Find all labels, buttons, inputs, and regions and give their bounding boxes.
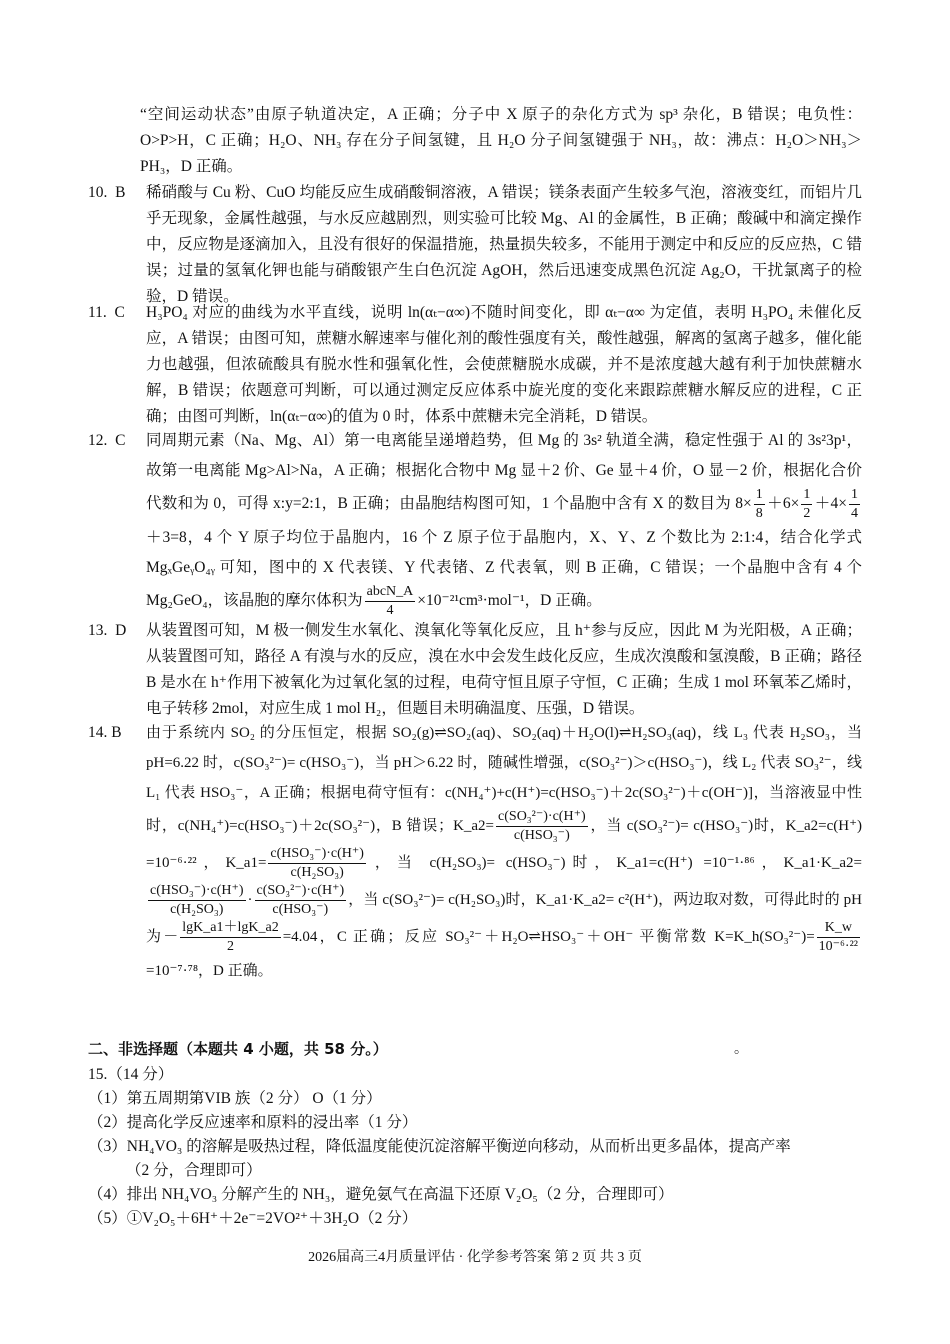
answer-q12 [88, 426, 862, 620]
stray-dot: 。 [734, 1042, 748, 1057]
q13-explanation: 从装置图可知，M 极一侧发生水氧化、溴氧化等氧化反应，且 h⁺参与反应，因此 M 为光阳极，A 正确；从装置图可知，路径 A 有溴与水的反应，溴在水中会发生歧化反应，生成次溴酸和氢溴酸，B 正确；路径 B 是水在 h⁺作用下被氧化为过氧化氢的过程，电荷守恒且原子守恒，C 正确；生成 1 mol 环氧苯乙烯时，电子转移 2mol，对应生成 1 mol H₂，但题目未明确温度、压强，D 错误。 [146, 622, 862, 717]
section-2-heading: 二、非选择题（本题共 4 小题，共 58 分。） [88, 1040, 388, 1058]
q12-text-a: 同周期元素（Na、Mg、Al）第一电离能呈递增趋势，但 Mg 的 3s² 轨道全满，稳定性强于 Al 的 3s²3p¹，故第一电离能 Mg>Al>Na，A 正确；根据化合物中 Mg 显＋2 价、Ge 显＋4 价，O 显－2 价，根据化合价代数和为 0，可得 x:y=2:1，B 正确；由晶胞结构图可知，1 个晶胞中含有 X 的数目为 8× [146, 432, 862, 513]
answer-q10 [88, 180, 862, 310]
q15-part-3-note: （2 分，合理即可） [126, 1162, 262, 1179]
answer-q11 [88, 300, 862, 430]
fraction-1-4: $\frac{1}{4}$ [851, 487, 858, 521]
q11-explanation: H₃PO₄ 对应的曲线为水平直线，说明 ln(αₜ−α∞)不随时间变化，即 αₜ−α∞ 为定值，表明 H₃PO₄ 未催化反应，A 错误；由图可知，蔗糖水解速率与催化剂的酸性强度有关，酸性越强，解离的氢离子越多，催化能力也越强，但浓硫酸具有脱水性和强氧化性，会使蔗糖脱水成碳，并不是浓度越大越有利于加快蔗糖水解，B 错误；依题意可判断，可以通过测定反应体系中旋光度的变化来跟踪蔗糖水解反应的进程，C 正确；由图可判断，ln(αₜ−α∞)的值为 0 时，体系中蔗糖未完全消耗，D 错误。 [146, 304, 862, 425]
q15-heading: 15.（14 分） [88, 1066, 174, 1083]
fraction-ka2-product: $\frac{\text{c(SO₃²⁻)·c(H⁺)}}{\text{c(HSO₃⁻)}}$ [256, 883, 345, 917]
q15-part-5: （5）①V₂O₅＋6H⁺＋2e⁻=2VO²⁺＋3H₂O（2 分） [88, 1210, 418, 1227]
q11-number: 11. C [88, 304, 125, 321]
q15-part-2: （2）提高化学反应速率和原料的浸出率（1 分） [88, 1114, 418, 1131]
q9-continuation: “空间运动状态”由原子轨道决定，A 正确；分子中 X 原子的杂化方式为 sp³ 杂化，B 错误；电负性：O>P>H，C 正确；H₂O、NH₃ 存在分子间氢键，且 H₂O 分子间氢键强于 NH₃，故：沸点：H₂O＞NH₃＞PH₃，D 正确。 [140, 106, 862, 175]
q12-text-c: ＋4× [814, 495, 847, 513]
q15-part-4: （4）排出 NH₄VO₃ 分解产生的 NH₃，避免氨气在高温下还原 V₂O₅（2 分，合理即可） [88, 1186, 674, 1203]
fraction-1-8: $\frac{1}{8}$ [755, 487, 763, 521]
fraction-kh: $\frac{K\_w}{\text{10⁻⁶·²²}}$ [818, 920, 858, 954]
q13-number: 13. D [88, 622, 127, 639]
q12-explanation [146, 426, 862, 620]
q12-text-e: ×10⁻²¹cm³·mol⁻¹，D 正确。 [417, 592, 602, 610]
fraction-molar-volume: $\frac{\text{abcN\_A}}{4}$ [366, 584, 414, 618]
q15-part-1: （1）第五周期第VIB 族（2 分） O（1 分） [88, 1090, 382, 1107]
q10-explanation: 稀硝酸与 Cu 粉、CuO 均能反应生成硝酸铜溶液，A 错误；镁条表面产生较多气泡，溶液变红，而铝片几乎无现象，金属性越强，与水反应越剧烈，则实验可比较 Mg、Al 的金属性，B 正确；酸碱中和滴定操作中，反应物是逐滴加入，且没有很好的保温措施，热量损失较多，不能用于测定中和反应的反应热，C 错误；过量的氢氧化钾也能与硝酸银产生白色沉淀 AgOH，然后迅速变成黑色沉淀 Ag₂O，干扰氯离子的检验，D 错误。 [146, 184, 862, 305]
fraction-1-2: $\frac{1}{2}$ [803, 487, 811, 521]
q12-text-d: ＋3=8，4 个 Y 原子均位于晶胞内，16 个 Z 原子位于晶胞内，X、Y、Z 个数比为 2:1:4，结合化学式 MgₓGeᵧO₄ᵧ 可知，图中的 X 代表镁、Y 代表锗、Z 代表氧，则 B 正确，C 错误；一个晶胞中含有 4 个 Mg₂GeO₄，该晶胞的摩尔体积为 [146, 529, 862, 610]
answer-q14 [88, 718, 862, 986]
q10-number: 10. B [88, 184, 126, 201]
q14-explanation: 由于系统内 SO₂ 的分压恒定，根据 SO₂(g)⇌SO₂(aq)、SO₂(aq)＋H₂O(l)⇌H₂SO₃(aq)，线 L₃ 代表 H₂SO₃，当 pH=6.22 时，c(SO₃²⁻)= c(HSO₃⁻)，当 pH＞6.22 时，随碱性增强，c(SO₃²⁻)＞c(HSO₃⁻)，线 L₂ 代表 SO₃²⁻，线 L₁ 代表 HSO₃⁻，A 正确；根据电荷守恒有：c(NH₄⁺)+c(H⁺)=c(HSO₃⁻)＋2c(SO₃²⁻)＋c(OH⁻)]，当溶液显中性时，c(NH₄⁺)=c(HSO₃⁻)＋2c(SO₃²⁻)，B 错误；K_a2= $\frac{\text{c(SO₃²⁻)·c(H⁺)}}{\text{c(HSO₃⁻)}}$ ，当 c(SO₃²⁻)= c(HSO₃⁻)时，K_a2=c(H⁺) =10⁻⁶·²²，K_a1= $\frac{\text{c(HSO₃⁻)·c(H⁺)}}{\text{c(H₂SO₃)}}$ ，当 c(H₂SO₃)= c(HSO₃⁻)时，K_a1=c(H⁺) =10⁻¹·⁸⁶，K_a1·K_a2= $\frac{\text{c(HSO₃⁻)·c(H⁺)}}{\text{c(H₂SO₃)}}$ · $\frac{\text{c(SO₃²⁻)·c(H⁺)}}{\text{c(HSO₃⁻)}}$ ，当 c(SO₃²⁻)= c(H₂SO₃)时，K_a1·K_a2= c²(H⁺)，两边取对数，可得此时的 pH 为－ $\frac{\lg K\_a1+\lg K\_a2}{2}$ =4.04，C 正确；反应 SO₃²⁻＋H₂O⇌HSO₃⁻＋OH⁻ 平衡常数 K=K_h(SO₃²⁻)= $\frac{K\_w}{\text{10⁻⁶·²²}}$ =10⁻⁷·⁷⁸，D 正确。 [146, 725, 862, 979]
answer-q13 [88, 618, 862, 722]
fraction-ka1-product: $\frac{\text{c(HSO₃⁻)·c(H⁺)}}{\text{c(H₂SO₃)}}$ [150, 883, 244, 917]
fraction-ka1: $\frac{\text{c(HSO₃⁻)·c(H⁺)}}{\text{c(H₂SO₃)}}$ [270, 846, 364, 880]
fraction-ka2: $\frac{\text{c(SO₃²⁻)·c(H⁺)}}{\text{c(HSO₃⁻)}}$ [498, 809, 586, 843]
q12-text-b: ＋6× [766, 495, 800, 513]
q14-number: 14. B [88, 724, 122, 741]
fraction-ph: $\frac{\lg K\_a1+\lg K\_a2}{2}$ [182, 920, 279, 954]
q12-number: 12. C [88, 432, 126, 449]
q15-part-3: （3）NH₄VO₃ 的溶解是吸热过程，降低温度能使沉淀溶解平衡逆向移动，从而析出更多晶体，提高产率 [88, 1138, 791, 1155]
page-footer: 2026届高三4月质量评估 · 化学参考答案 第 2 页 共 3 页 [308, 1250, 642, 1265]
